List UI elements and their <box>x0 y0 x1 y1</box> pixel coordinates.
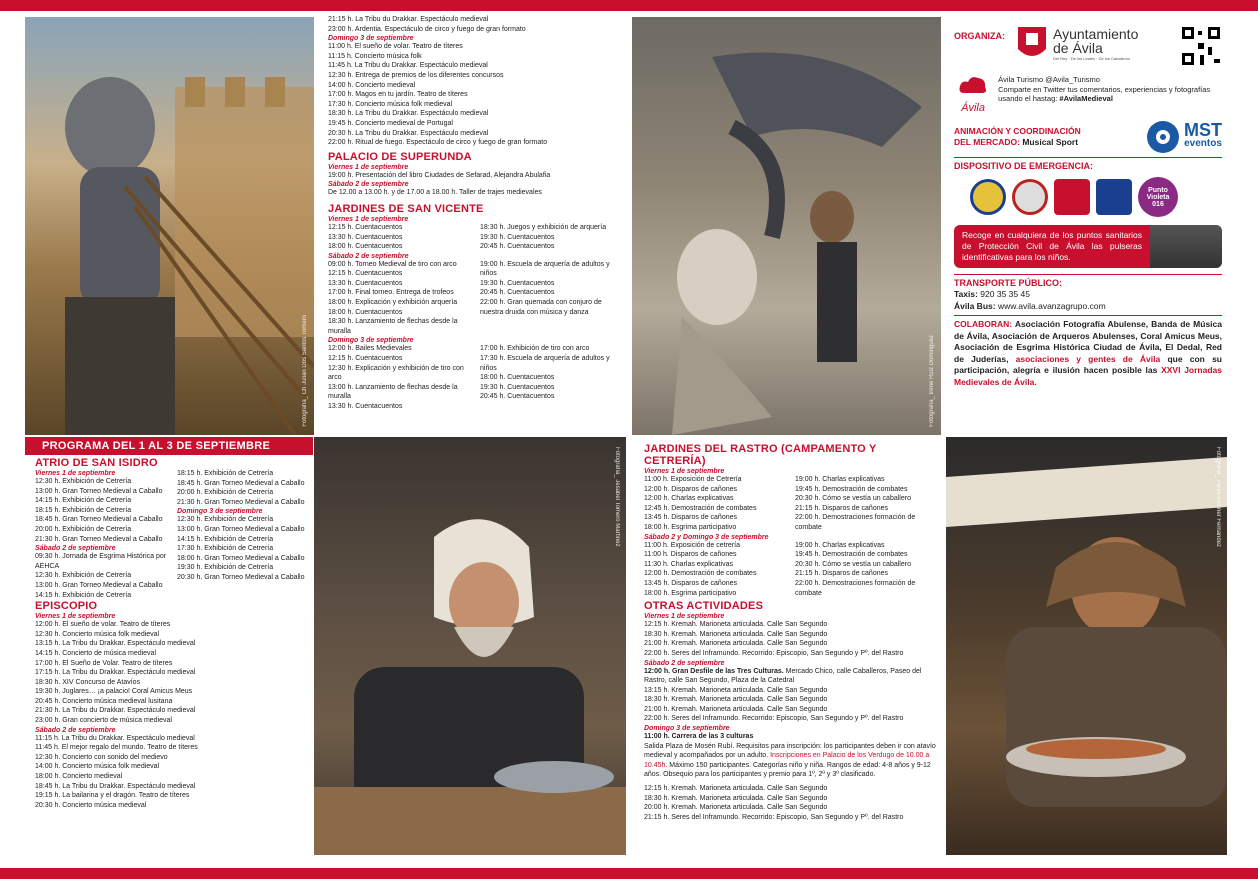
schedule-line: 21:15 h. La Tribu du Drakkar. Espectáculo medieval <box>328 16 489 23</box>
schedule-col3 <box>644 443 940 863</box>
schedule-line: 21:30 h. Gran Torneo Medieval a Caballo <box>177 498 305 506</box>
schedule-line: 18:00 h. Concierto medieval <box>35 773 123 781</box>
schedule-line: 11:15 h. Concierto música folk <box>328 52 422 60</box>
wristband-photo <box>1150 225 1222 268</box>
knight-illustration <box>25 17 314 435</box>
schedule-line: 18:00 h. Explicación y exhibición arquería <box>328 299 458 307</box>
schedule-line: 12:00 h. Gran Desfile de las Tres Culturas. Mercado Chico, calle Caballeros, Paseo del Rastro, calle San Segundo, Plaza de la Catedral <box>644 667 922 685</box>
schedule-line: 20:00 h. Kremah. Marioneta articulada. Calle San Segundo <box>644 804 828 812</box>
coat-of-arms-icon <box>1016 25 1048 63</box>
schedule-line: 11:45 h. La Tribu du Drakkar. Espectáculo medieval <box>328 62 488 70</box>
schedule-line: 11:00 h. Exposición de cetrería <box>644 541 740 549</box>
mst-icon <box>1146 120 1180 154</box>
schedule-line: 13:45 h. Disparos de cañones <box>644 514 738 522</box>
carrera-details: Salida Plaza de Mosén Rubí. Requisitos para inscripción: los participantes deben ir con atavío medieval y acompañados por un adulto. Inscripciones en Palacio de los Verdugo de 10.00 a 10.45h. Máximo 150 participantes. Categorías niño y niña. Rangos de edad: 4-8 años y 9-12 años. Obsequio para los participantes y premio para 1º, 2º y 3º clasificado. <box>644 742 936 779</box>
schedule-line: 11:30 h. Charlas explicativas <box>644 560 733 568</box>
schedule-line: 19:45 h. Demostración de combates <box>795 551 908 559</box>
schedule-line: 12:30 h. Exhibición de Cetrería <box>177 516 274 524</box>
wristband-text: Recoge en cualquiera de los puntos sanitarios de Protección Civil de Ávila las pulseras identificativas para los niños. <box>962 230 1142 262</box>
cloud-icon <box>958 75 988 97</box>
schedule-line: 11:00 h. Disparos de cañones <box>644 551 737 559</box>
schedule-line: 12:30 h. Exhibición de Cetrería <box>35 478 132 485</box>
section-title: JARDINES DEL RASTRO (CAMPAMENTO Y CETRERÍA) <box>644 443 877 467</box>
schedule-line: 12:00 h. Bailes Medievales <box>328 345 412 353</box>
day-heading: Viernes 1 de septiembre <box>328 215 409 223</box>
schedule-line: 19:00 h. Escuela de arquería de adultos y niños <box>480 260 610 278</box>
top-border <box>0 0 1258 11</box>
schedule-line: 20:45 h. Cuentacuentos <box>480 289 555 297</box>
schedule-line: 18:15 h. Exhibición de Cetrería <box>35 506 132 514</box>
schedule-line: 19:30 h. Exhibición de Cetrería <box>177 564 274 572</box>
day-heading: Viernes 1 de septiembre <box>35 613 116 621</box>
day-heading: Sábado 2 de septiembre <box>644 659 725 667</box>
schedule-line: 17:30 h. Escuela de arquería de adultos y niños <box>480 355 610 372</box>
schedule-line: 19:30 h. Juglares… ¡a palacio! Coral Amicus Meus <box>35 688 193 696</box>
schedule-line: 17:30 h. Exhibición de Cetrería <box>177 545 274 553</box>
photo-credit: Fotografía_ Paula Enciner Fernández <box>1215 447 1221 548</box>
day-heading: Sábado 2 de septiembre <box>328 181 409 189</box>
schedule-line: 19:00 h. Charlas explicativas <box>795 541 885 549</box>
schedule-line: 22:00 h. Seres del Inframundo. Recorrido: Episcopio, San Segundo y Pº. del Rastro <box>644 649 904 657</box>
schedule-line: 12:30 h. Explicación y exhibición de tiro con arco <box>328 364 464 382</box>
schedule-line: 20:30 h. Cómo se vestía un caballero <box>795 495 911 503</box>
schedule-line: 20:00 h. Exhibición de Cetrería <box>177 489 274 497</box>
schedule-line: 20:30 h. Concierto música medieval <box>35 801 147 809</box>
ayuntamiento-logo <box>1016 25 1138 63</box>
schedule-line: 14:15 h. Exhibición de Cetrería <box>35 497 132 505</box>
schedule-line: 11:15 h. La Tribu du Drakkar. Espectáculo medieval <box>35 734 195 742</box>
schedule-line: 12:15 h. Kremah. Marioneta articulada. Calle San Segundo <box>644 621 828 629</box>
schedule-line: 22:00 h. Ritual de fuego. Espectáculo de circo y fuego de gran formato <box>328 139 548 147</box>
wristband-notice <box>954 225 1222 268</box>
emergency-label: DISPOSITIVO DE EMERGENCIA: <box>954 161 1094 171</box>
schedule-line: De 12.00 a 13.00 h. y de 17.00 a 18.00 h. Taller de trajes medievales <box>328 189 542 197</box>
schedule-line: 12:15 h. Cuentacuentos <box>328 355 403 363</box>
schedule-line: 18:00 h. Cuentacuentos <box>480 374 555 382</box>
schedule-line: 17:15 h. La Tribu du Drakkar. Espectáculo medieval <box>35 669 196 677</box>
schedule-line: 13:30 h. Cuentacuentos <box>328 279 403 287</box>
schedule-line: 09:30 h. Jornada de Esgrima Histórica por AEHCA <box>35 553 167 570</box>
schedule-line: 19:30 h. Cuentacuentos <box>480 233 555 241</box>
colaboran-list: Asociación Fotografía Abulense, Banda de Música de Ávila, Asociación de Arqueros Abulenses, Coral Amicus Meus, Asociación de Esgrima Histórica Ciudad de Ávila, El Dedal, Red de Juderías, <box>954 319 1222 364</box>
schedule-line: 11:00 h. El sueño de volar. Teatro de títeres <box>328 43 463 51</box>
schedule-line: 21:00 h. Kremah. Marioneta articulada. Calle San Segundo <box>644 705 828 713</box>
day-heading: Sábado 2 de septiembre <box>35 545 116 553</box>
section-title: ATRIO DE SAN ISIDRO <box>35 457 158 469</box>
schedule-line: 12:00 h. Charlas explicativas <box>644 495 734 503</box>
cook-photo <box>946 437 1227 855</box>
schedule-line: 18:00 h. Cuentacuentos <box>328 243 403 251</box>
ayuntamiento-name-2: de Ávila <box>1053 40 1103 56</box>
dragon-illustration <box>632 17 941 435</box>
schedule-line: 14:00 h. Concierto música folk medieval <box>35 763 160 771</box>
schedule-line: 22:00 h. Demostraciones formación de combate <box>795 514 916 531</box>
schedule-line: 17:00 h. Final torneo. Entrega de trofeos <box>328 289 454 297</box>
mst-logo <box>1146 120 1222 154</box>
cook-illustration <box>946 437 1227 855</box>
day-heading: Viernes 1 de septiembre <box>644 613 725 621</box>
schedule-line: 22:00 h. Gran quemada con conjuro de nuestra druida con música y danza <box>480 299 602 316</box>
photo-credit: Fotografía_ Irene Ruiz Dominguez <box>929 335 935 427</box>
taxis-phone: 920 35 35 45 <box>977 289 1030 299</box>
animacion-label-2: DEL MERCADO: <box>954 137 1023 147</box>
schedule-line: 17:00 h. Exhibición de tiro con arco <box>480 345 590 353</box>
schedule-line: 12:00 h. Disparos de cañones <box>644 485 738 493</box>
ayuntamiento-tagline: Del Rey · De los Leales · De los Caballeros <box>1053 56 1131 61</box>
schedule-line: 19:00 h. Presentación del libro Ciudades de Sefarad, Alejandra Abulafia <box>328 171 551 179</box>
schedule-line: 12:30 h. Entrega de premios de los diferentes concursos <box>328 71 504 79</box>
schedule-line: 21:15 h. Disparos de cañones <box>795 570 889 578</box>
photo-credit: Fotografía_ Ch Julián Dos Santos Tomero <box>302 315 308 427</box>
schedule-line: 12:30 h. Concierto con sonido del medievo <box>35 753 168 761</box>
schedule-line: 18:30 h. Juegos y exhibición de arquería <box>480 223 607 231</box>
schedule-line: 12:00 h. El sueño de volar. Teatro de títeres <box>35 621 171 629</box>
schedule-line: 18:30 h. Kremah. Marioneta articulada. Calle San Segundo <box>644 630 828 638</box>
schedule-line: 20:30 h. Cómo se vestía un caballero <box>795 560 911 568</box>
schedule-line: 18:45 h. La Tribu du Drakkar. Espectáculo medieval <box>35 782 196 790</box>
schedule-line: 12:30 h. Concierto música folk medieval <box>35 630 160 638</box>
schedule-line: 22:00 h. Demostraciones formación de combate <box>795 579 916 597</box>
day-heading: Domingo 3 de septiembre <box>328 35 414 43</box>
bus-url[interactable]: www.avila.avanzagrupo.com <box>995 301 1106 311</box>
day-heading: Domingo 3 de septiembre <box>177 508 263 516</box>
schedule-line: 20:00 h. Exhibición de Cetrería <box>35 525 132 533</box>
organiza-label: ORGANIZA: <box>954 31 1005 41</box>
bomberos-badge <box>1012 179 1048 215</box>
schedule-line: 21:15 h. Seres del Inframundo. Recorrido: Episcopio, San Segundo y Pº. del Rastro <box>644 813 904 821</box>
schedule-line: 13:00 h. Gran Torneo Medieval a Caballo <box>35 487 163 495</box>
schedule-line: 12:15 h. Cuentacuentos <box>328 270 403 278</box>
proteccion-civil-badge <box>970 179 1006 215</box>
policia-local-badge <box>1054 179 1090 215</box>
hashtag: #AvilaMedieval <box>1059 94 1113 103</box>
turismo-logo-text: Ávila <box>961 102 985 114</box>
animacion-label: ANIMACIÓN Y COORDINACIÓN <box>954 126 1081 136</box>
schedule-line: 12:45 h. Demostración de combates <box>644 504 757 512</box>
photo-credit: Fotografía_ Jesabel Tomero Martínez <box>614 447 620 547</box>
col2a-lines <box>328 15 626 34</box>
schedule-line: 13:45 h. Disparos de cañones <box>644 579 738 587</box>
bottom-border <box>0 868 1258 879</box>
schedule-line: 21:30 h. Gran Torneo Medieval a Caballo <box>35 535 163 543</box>
colaboran-rest: que con su participación, alegría e ilusión hacen posible las <box>954 353 1222 375</box>
schedule-line: 18:00 h. Cuentacuentos <box>328 308 403 316</box>
schedule-line: 17:00 h. Magos en tu jardín. Teatro de títeres <box>328 91 468 99</box>
schedule-line: 21:15 h. Disparos de cañones <box>795 504 889 512</box>
info-panel <box>954 25 1222 430</box>
jornadas-name: XXVI Jornadas Medievales de Ávila. <box>954 365 1222 387</box>
transport-label: TRANSPORTE PÚBLICO: <box>954 278 1062 288</box>
turismo-handle: Ávila Turismo @Avila_Turismo <box>998 75 1100 84</box>
schedule-line: 19:45 h. Demostración de combates <box>795 485 908 493</box>
schedule-line: 13:30 h. Cuentacuentos <box>328 233 403 241</box>
dragon-photo <box>632 17 941 435</box>
punto-violeta-badge: Punto Violeta 016 <box>1138 177 1178 217</box>
day-heading: Viernes 1 de septiembre <box>644 468 725 475</box>
schedule-line: 19:30 h. Cuentacuentos <box>480 383 555 391</box>
craftsman-photo <box>314 437 626 855</box>
day-heading: Viernes 1 de septiembre <box>328 163 409 171</box>
schedule-line: 14:00 h. Concierto medieval <box>328 81 416 89</box>
colaboran-label: COLABORAN: <box>954 319 1013 329</box>
schedule-line: 17:00 h. El Sueño de Volar. Teatro de títeres <box>35 659 173 667</box>
taxis-label: Taxis: <box>954 289 978 299</box>
schedule-line: 18:30 h. La Tribu du Drakkar. Espectáculo medieval <box>328 110 489 118</box>
mst-name: MST <box>1184 120 1222 140</box>
day-heading: Domingo 3 de septiembre <box>644 725 730 733</box>
schedule-line: 13:00 h. Gran Torneo Medieval a Caballo <box>35 581 163 589</box>
schedule-line: 12:00 h. Demostración de combates <box>644 570 757 578</box>
schedule-line: 14:15 h. Exhibición de Cetrería <box>35 591 132 599</box>
schedule-line: 20:45 h. Cuentacuentos <box>480 393 555 401</box>
schedule-line: 18:00 h. Esgrima participativo <box>644 523 737 531</box>
schedule-line: 19:00 h. Charlas explicativas <box>795 476 885 483</box>
day-heading: Domingo 3 de septiembre <box>328 337 414 345</box>
schedule-line: 21:30 h. La Tribu du Drakkar. Espectáculo medieval <box>35 707 196 715</box>
schedule-line: 18:30 h. Kremah. Marioneta articulada. Calle San Segundo <box>644 696 828 704</box>
schedule-line: 23:00 h. Gran concierto de música medieval <box>35 717 172 725</box>
schedule-line: 13:00 h. Lanzamiento de flechas desde la muralla <box>328 383 458 401</box>
schedule-line: 17:30 h. Concierto música folk medieval <box>328 100 453 108</box>
day-heading: Sábado 2 de septiembre <box>328 252 409 260</box>
schedule-line: 11:45 h. El mejor regalo del mundo. Teatro de títeres <box>35 744 198 752</box>
schedule-line: 18:30 h. Kremah. Marioneta articulada. Calle San Segundo <box>644 794 828 802</box>
schedule-line: 20:30 h. La Tribu du Drakkar. Espectáculo medieval <box>328 129 489 137</box>
schedule-line: 18:15 h. Exhibición de Cetrería <box>177 470 274 477</box>
schedule-line: 23:00 h. Ardentia. Espectáculo de circo y fuego de gran formato <box>328 25 526 33</box>
schedule-line: 14:15 h. Concierto de música medieval <box>35 649 157 657</box>
schedule-line: 13:15 h. Kremah. Marioneta articulada. Calle San Segundo <box>644 686 828 694</box>
schedule-line: 19:30 h. Cuentacuentos <box>480 279 555 287</box>
mst-sub: eventos <box>1184 138 1222 149</box>
avila-turismo-logo <box>954 75 992 114</box>
schedule-line: 12:15 h. Kremah. Marioneta articulada. Calle San Segundo <box>644 785 828 793</box>
schedule-line: 18:00 h. Gran Torneo Medieval a Caballo <box>177 554 305 562</box>
schedule-line: 21:00 h. Kremah. Marioneta articulada. Calle San Segundo <box>644 640 828 648</box>
knight-photo <box>25 17 314 435</box>
schedule-line: 22:00 h. Seres del Inframundo. Recorrido: Episcopio, San Segundo y Pº. del Rastro <box>644 715 904 723</box>
schedule-line: 18:45 h. Gran Torneo Medieval a Caballo <box>177 479 305 487</box>
schedule-line: 19:45 h. Concierto medieval de Portugal <box>328 119 453 127</box>
colaboran-highlight: asociaciones y gentes de Ávila <box>1015 353 1161 364</box>
schedule-line: 13:15 h. La Tribu du Drakkar. Espectáculo medieval <box>35 640 196 648</box>
schedule-line: 13:30 h. Cuentacuentos <box>328 403 403 410</box>
day-heading: Sábado 2 y Domingo 3 de septiembre <box>644 533 769 541</box>
policia-nacional-badge <box>1096 179 1132 215</box>
schedule-line: 19:15 h. La bailarina y el dragón. Teatro de títeres <box>35 792 190 800</box>
animacion-value: Musical Sport <box>1022 137 1079 147</box>
colaboran-text <box>954 319 1222 388</box>
schedule-line: 18:00 h. Esgrima participativo <box>644 589 737 597</box>
schedule-line: 09:00 h. Torneo Medieval de tiro con arco <box>328 260 457 268</box>
section-title: JARDINES DE SAN VICENTE <box>328 202 484 215</box>
craftsman-illustration <box>314 437 626 855</box>
section-title: EPISCOPIO <box>35 600 98 613</box>
section-title: OTRAS ACTIVIDADES <box>644 600 764 613</box>
day-heading: Sábado 2 de septiembre <box>35 726 116 734</box>
schedule-line: 12:30 h. Exhibición de Cetrería <box>35 572 132 580</box>
schedule-line: 20:45 h. Concierto música medieval lusitana <box>35 697 173 705</box>
schedule-line: 18:30 h. XIV Concurso de Atavíos <box>35 678 141 686</box>
schedule-line: 18:45 h. Gran Torneo Medieval a Caballo <box>35 516 163 524</box>
schedule-line: 11:00 h. Carrera de las 3 culturas <box>644 733 754 741</box>
day-heading: Viernes 1 de septiembre <box>35 470 116 477</box>
schedule-col2 <box>328 15 626 437</box>
qr-code-icon <box>1180 25 1222 67</box>
schedule-line: 20:30 h. Gran Torneo Medieval a Caballo <box>177 573 305 581</box>
schedule-line: 11:00 h. Exposición de Cetrería <box>644 476 742 483</box>
section-title: PALACIO DE SUPERUNDA <box>328 150 472 163</box>
bus-label: Ávila Bus: <box>954 301 996 311</box>
schedule-line: 13:00 h. Gran Torneo Medieval a Caballo <box>177 525 305 533</box>
ayuntamiento-name: Ayuntamiento <box>1053 26 1139 42</box>
schedule-line: 20:45 h. Cuentacuentos <box>480 243 555 251</box>
schedule-line: 18:30 h. Lanzamiento de flechas desde la muralla <box>328 318 458 335</box>
schedule-line: 14:15 h. Exhibición de Cetrería <box>177 535 274 543</box>
programa-banner: PROGRAMA DEL 1 AL 3 DE SEPTIEMBRE <box>25 437 313 455</box>
schedule-line: 12:15 h. Cuentacuentos <box>328 223 403 231</box>
programa-panel <box>25 437 313 867</box>
turismo-text: Comparte en Twitter tus comentarios, experiencias y fotografías usando el hastag: <box>998 84 1211 103</box>
